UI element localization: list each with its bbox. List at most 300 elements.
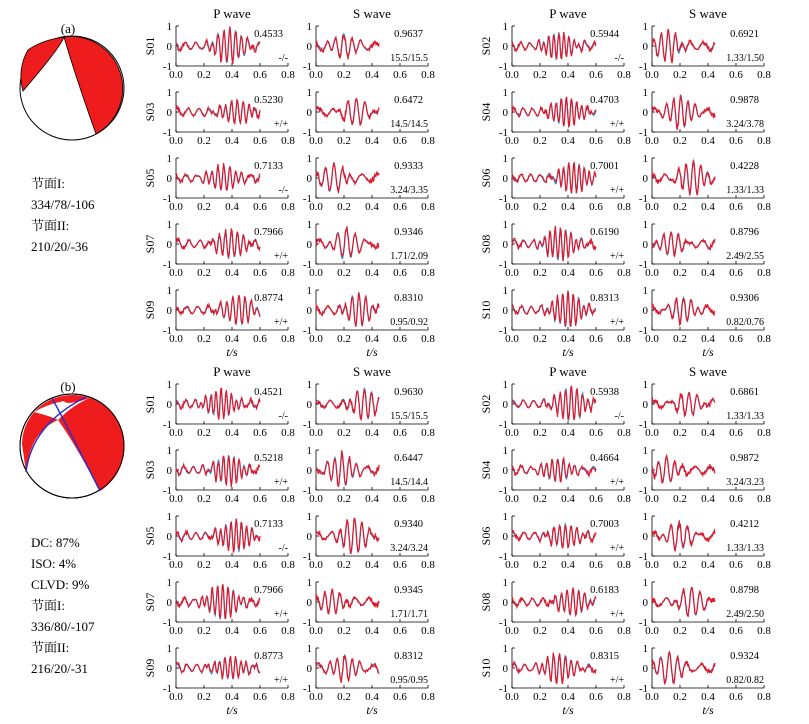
y-tick-label: 1 [166, 21, 172, 33]
y-tick-label: 1 [642, 445, 648, 457]
waveform-panel [143, 219, 295, 279]
station-label: S04 [479, 102, 493, 122]
waveform-panel [479, 87, 631, 147]
x-tick-label: 0.6 [589, 625, 603, 637]
mechanism-info-line: 216/20/-31 [31, 661, 89, 676]
y-tick-label: 1 [166, 87, 172, 99]
y-tick-label: 0 [642, 663, 648, 675]
x-tick-label: 0.2 [673, 427, 687, 439]
waveform-panel [479, 285, 631, 345]
x-tick-label: 0.6 [253, 427, 267, 439]
x-tick-label: 0.6 [589, 201, 603, 213]
correlation-value: 0.4533 [254, 29, 283, 40]
x-tick-label: 0.0 [505, 691, 519, 703]
x-tick-label: 0.2 [673, 135, 687, 147]
y-tick-label: 1 [166, 643, 172, 655]
x-tick-label: 0.2 [533, 691, 547, 703]
x-tick-label: 0.0 [505, 201, 519, 213]
x-tick-label: 0.8 [421, 691, 435, 703]
x-tick-label: 0.8 [281, 267, 295, 279]
y-tick-label: 0 [306, 399, 312, 411]
waveform-panel [639, 577, 772, 637]
x-tick-label: 0.2 [337, 559, 351, 571]
y-tick-label: -1 [638, 61, 648, 73]
amplitude-note: 15.5/15.5 [390, 411, 428, 422]
x-tick-label: 0.0 [309, 69, 323, 81]
synthetic-trace [652, 160, 715, 195]
x-axis-label: t/s [702, 345, 714, 359]
y-tick-label: 0 [166, 465, 172, 477]
y-tick-label: 1 [166, 511, 172, 523]
y-tick-label: -1 [162, 683, 172, 695]
x-tick-label: 0.6 [253, 691, 267, 703]
x-axis-label: t/s [366, 345, 378, 359]
correlation-value: 0.6472 [394, 95, 423, 106]
y-tick-label: -1 [162, 551, 172, 563]
synthetic-trace [176, 656, 260, 679]
synthetic-trace [316, 518, 379, 554]
x-tick-label: 0.2 [337, 427, 351, 439]
x-tick-label: 0.4 [701, 135, 715, 147]
x-tick-label: 0.2 [673, 201, 687, 213]
x-tick-label: 0.4 [561, 201, 575, 213]
y-tick-label: 0 [166, 239, 172, 251]
amplitude-note: 14.5/14.5 [390, 119, 428, 130]
y-tick-label: 1 [642, 511, 648, 523]
y-tick-label: -1 [498, 61, 508, 73]
x-tick-label: 0.0 [505, 559, 519, 571]
waveform-panel [639, 87, 772, 147]
x-tick-label: 0.2 [673, 691, 687, 703]
synthetic-trace [652, 29, 715, 62]
x-tick-label: 0.6 [393, 427, 407, 439]
x-tick-label: 0.2 [673, 493, 687, 505]
x-tick-label: 0.8 [421, 267, 435, 279]
x-tick-label: 0.6 [589, 691, 603, 703]
x-tick-label: 0.0 [169, 135, 183, 147]
synthetic-trace [176, 100, 260, 124]
x-tick-label: 0.6 [393, 559, 407, 571]
x-axis-label: t/s [366, 703, 378, 717]
waveform-panel [639, 219, 772, 279]
y-tick-label: 0 [502, 41, 508, 53]
y-tick-label: 0 [306, 597, 312, 609]
x-tick-label: 0.4 [365, 135, 379, 147]
synthetic-trace [652, 588, 715, 616]
x-tick-label: 0.0 [505, 493, 519, 505]
x-tick-label: 0.6 [729, 559, 743, 571]
waveform-panel [639, 379, 772, 439]
amplitude-note: +/+ [273, 317, 288, 328]
x-tick-label: 0.0 [309, 493, 323, 505]
y-tick-label: 0 [642, 531, 648, 543]
correlation-value: 0.7001 [590, 161, 619, 172]
station-label: S02 [479, 36, 493, 56]
y-tick-label: -1 [638, 325, 648, 337]
station-label: S07 [143, 592, 157, 612]
x-tick-label: 0.2 [533, 427, 547, 439]
x-tick-label: 0.8 [421, 625, 435, 637]
x-tick-label: 0.4 [365, 267, 379, 279]
column-title: P wave [213, 6, 251, 21]
x-tick-label: 0.8 [757, 333, 771, 345]
x-tick-label: 0.8 [757, 625, 771, 637]
x-tick-label: 0.2 [533, 201, 547, 213]
mechanism-info-line: 336/80/-107 [31, 619, 95, 634]
y-tick-label: -1 [302, 193, 312, 205]
x-tick-label: 0.4 [701, 625, 715, 637]
x-tick-label: 0.6 [729, 69, 743, 81]
x-tick-label: 0.6 [253, 69, 267, 81]
synthetic-trace [512, 526, 596, 549]
station-label: S08 [479, 592, 493, 612]
x-tick-label: 0.8 [281, 427, 295, 439]
x-tick-label: 0.2 [337, 267, 351, 279]
x-tick-label: 0.0 [169, 493, 183, 505]
y-tick-label: -1 [498, 485, 508, 497]
synthetic-trace [316, 99, 379, 126]
waveform-panel [479, 445, 631, 505]
amplitude-note: +/+ [609, 609, 624, 620]
y-tick-label: 0 [642, 597, 648, 609]
y-tick-label: 1 [502, 379, 508, 391]
y-tick-label: 0 [642, 305, 648, 317]
correlation-value: 0.6190 [590, 227, 619, 238]
waveform-panel [303, 511, 436, 571]
synthetic-trace [512, 653, 596, 684]
y-tick-label: 0 [642, 173, 648, 185]
correlation-value: 0.8313 [590, 293, 619, 304]
waveform-panel [143, 87, 295, 147]
waveform-panel [479, 21, 631, 81]
y-tick-label: -1 [638, 617, 648, 629]
synthetic-trace [512, 291, 596, 326]
synthetic-trace [652, 652, 715, 683]
station-label: S07 [143, 234, 157, 254]
x-tick-label: 0.6 [253, 201, 267, 213]
x-tick-label: 0.6 [393, 333, 407, 345]
y-tick-label: 0 [306, 465, 312, 477]
x-tick-label: 0.0 [505, 69, 519, 81]
waveform-panel [639, 21, 772, 81]
x-tick-label: 0.6 [253, 625, 267, 637]
waveform-panel [143, 285, 295, 345]
y-tick-label: 1 [502, 21, 508, 33]
y-tick-label: 1 [166, 153, 172, 165]
x-tick-label: 0.4 [701, 493, 715, 505]
x-tick-label: 0.6 [589, 135, 603, 147]
amplitude-note: +/+ [609, 251, 624, 262]
x-tick-label: 0.0 [169, 267, 183, 279]
correlation-value: 0.9878 [730, 95, 759, 106]
station-label: S10 [479, 658, 493, 678]
y-tick-label: -1 [498, 683, 508, 695]
station-label: S03 [143, 102, 157, 122]
y-tick-label: 1 [642, 87, 648, 99]
observed-trace [512, 524, 596, 548]
synthetic-trace [512, 588, 596, 616]
y-tick-label: 1 [502, 153, 508, 165]
x-tick-label: 0.6 [253, 267, 267, 279]
x-tick-label: 0.2 [197, 201, 211, 213]
y-tick-label: -1 [302, 259, 312, 271]
amplitude-note: 1.33/1.33 [726, 411, 764, 422]
station-label: S05 [143, 526, 157, 546]
waveform-panel [143, 511, 295, 571]
x-tick-label: 0.4 [365, 625, 379, 637]
column-title: P wave [549, 6, 587, 21]
waveform-panel [639, 511, 772, 571]
panel-label: (a) [60, 21, 76, 36]
station-label: S01 [143, 36, 157, 56]
y-tick-label: 0 [642, 399, 648, 411]
y-tick-label: -1 [302, 551, 312, 563]
y-tick-label: 0 [642, 239, 648, 251]
y-tick-label: -1 [162, 617, 172, 629]
mechanism-info-line: DC: 87% [31, 535, 80, 550]
correlation-value: 0.4703 [590, 95, 619, 106]
x-axis-label: t/s [226, 345, 238, 359]
amplitude-note: +/+ [273, 675, 288, 686]
y-tick-label: 0 [306, 173, 312, 185]
waveform-panel [639, 285, 772, 345]
synthetic-trace [652, 232, 715, 257]
y-tick-label: 1 [642, 285, 648, 297]
x-tick-label: 0.8 [617, 427, 631, 439]
x-tick-label: 0.2 [197, 493, 211, 505]
y-tick-label: 0 [306, 239, 312, 251]
y-tick-label: 0 [306, 663, 312, 675]
waveform-panel [143, 153, 295, 213]
x-tick-label: 0.6 [393, 267, 407, 279]
x-tick-label: 0.0 [169, 625, 183, 637]
y-tick-label: -1 [498, 127, 508, 139]
mechanism-info-line: 节面II: [31, 640, 70, 655]
waveform-panel [303, 153, 436, 213]
y-tick-label: -1 [302, 683, 312, 695]
amplitude-note: -/- [278, 185, 288, 196]
y-tick-label: 1 [166, 285, 172, 297]
x-tick-label: 0.4 [561, 625, 575, 637]
x-tick-label: 0.6 [393, 625, 407, 637]
x-tick-label: 0.2 [337, 493, 351, 505]
y-tick-label: -1 [498, 325, 508, 337]
x-tick-label: 0.6 [253, 559, 267, 571]
y-tick-label: -1 [638, 419, 648, 431]
x-tick-label: 0.2 [533, 135, 547, 147]
x-tick-label: 0.2 [197, 625, 211, 637]
y-tick-label: 1 [166, 219, 172, 231]
y-tick-label: 0 [306, 41, 312, 53]
column-title: S wave [689, 364, 727, 379]
y-tick-label: 1 [306, 21, 312, 33]
waveform-panel [639, 153, 772, 213]
amplitude-note: 14.5/14.4 [390, 477, 428, 488]
x-tick-label: 0.6 [589, 333, 603, 345]
x-tick-label: 0.8 [281, 691, 295, 703]
waveform-panel [479, 577, 631, 637]
x-tick-label: 0.6 [589, 267, 603, 279]
synthetic-trace [652, 520, 715, 551]
correlation-value: 0.9630 [394, 387, 423, 398]
amplitude-note: -/- [614, 53, 624, 64]
x-tick-label: 0.4 [365, 691, 379, 703]
x-tick-label: 0.8 [281, 201, 295, 213]
x-tick-label: 0.8 [617, 493, 631, 505]
y-tick-label: -1 [162, 259, 172, 271]
x-tick-label: 0.6 [393, 691, 407, 703]
x-tick-label: 0.2 [337, 691, 351, 703]
y-tick-label: 0 [502, 399, 508, 411]
amplitude-note: 1.71/1.71 [390, 609, 428, 620]
x-tick-label: 0.4 [225, 69, 239, 81]
mechanism-info-line: 210/20/-36 [31, 239, 89, 254]
y-tick-label: 0 [306, 305, 312, 317]
synthetic-trace [512, 32, 596, 59]
amplitude-note: 1.33/1.33 [726, 543, 764, 554]
y-tick-label: 0 [166, 173, 172, 185]
x-tick-label: 0.4 [561, 135, 575, 147]
y-tick-label: -1 [302, 617, 312, 629]
x-tick-label: 0.0 [309, 559, 323, 571]
x-tick-label: 0.4 [365, 69, 379, 81]
waveform-panel [303, 21, 436, 81]
y-tick-label: 1 [306, 285, 312, 297]
x-tick-label: 0.2 [673, 333, 687, 345]
x-tick-label: 0.8 [617, 559, 631, 571]
x-tick-label: 0.0 [645, 69, 659, 81]
amplitude-note: 2.49/2.50 [726, 609, 764, 620]
x-tick-label: 0.2 [197, 333, 211, 345]
x-tick-label: 0.0 [645, 267, 659, 279]
amplitude-note: 3.24/3.23 [726, 477, 764, 488]
station-label: S09 [143, 658, 157, 678]
x-tick-label: 0.4 [701, 427, 715, 439]
column-title: P wave [549, 364, 587, 379]
amplitude-note: 2.49/2.55 [726, 251, 764, 262]
x-tick-label: 0.6 [729, 493, 743, 505]
amplitude-note: +/+ [609, 543, 624, 554]
amplitude-note: +/+ [273, 119, 288, 130]
synthetic-trace [316, 35, 379, 60]
synthetic-trace [512, 458, 596, 482]
x-tick-label: 0.2 [673, 69, 687, 81]
x-tick-label: 0.6 [729, 267, 743, 279]
x-tick-label: 0.2 [673, 267, 687, 279]
correlation-value: 0.8798 [730, 585, 759, 596]
amplitude-note: 1.33/1.50 [726, 53, 764, 64]
amplitude-note: +/+ [609, 317, 624, 328]
correlation-value: 0.5230 [254, 95, 283, 106]
x-tick-label: 0.8 [617, 69, 631, 81]
amplitude-note: +/+ [273, 251, 288, 262]
synthetic-trace [316, 390, 379, 420]
y-tick-label: -1 [302, 485, 312, 497]
y-tick-label: -1 [162, 419, 172, 431]
correlation-value: 0.9346 [394, 227, 423, 238]
x-tick-label: 0.2 [197, 267, 211, 279]
x-tick-label: 0.2 [533, 625, 547, 637]
y-tick-label: 1 [166, 577, 172, 589]
y-tick-label: 1 [306, 153, 312, 165]
y-tick-label: -1 [162, 325, 172, 337]
x-tick-label: 0.4 [561, 267, 575, 279]
y-tick-label: 1 [502, 643, 508, 655]
x-tick-label: 0.0 [309, 333, 323, 345]
x-tick-label: 0.8 [757, 135, 771, 147]
x-tick-label: 0.6 [729, 427, 743, 439]
y-tick-label: -1 [638, 551, 648, 563]
x-tick-label: 0.0 [505, 333, 519, 345]
amplitude-note: 1.71/2.09 [390, 251, 428, 262]
x-tick-label: 0.4 [365, 493, 379, 505]
x-tick-label: 0.4 [225, 201, 239, 213]
x-tick-label: 0.4 [561, 559, 575, 571]
x-tick-label: 0.8 [617, 333, 631, 345]
x-tick-label: 0.8 [757, 559, 771, 571]
correlation-value: 0.7966 [254, 585, 283, 596]
correlation-value: 0.8312 [394, 651, 423, 662]
x-tick-label: 0.4 [365, 333, 379, 345]
synthetic-trace [316, 589, 379, 615]
y-tick-label: -1 [498, 193, 508, 205]
waveform-panel [303, 285, 436, 345]
y-tick-label: -1 [638, 683, 648, 695]
x-tick-label: 0.4 [365, 201, 379, 213]
panel-label: (b) [60, 379, 76, 394]
correlation-value: 0.8315 [590, 651, 619, 662]
x-tick-label: 0.4 [225, 333, 239, 345]
amplitude-note: -/- [278, 411, 288, 422]
observed-trace [176, 455, 260, 485]
x-tick-label: 0.8 [757, 493, 771, 505]
x-tick-label: 0.8 [617, 691, 631, 703]
synthetic-trace [652, 298, 715, 325]
amplitude-note: +/+ [609, 675, 624, 686]
waveform-panel [639, 445, 772, 505]
waveform-panel [303, 577, 436, 637]
x-tick-label: 0.2 [197, 135, 211, 147]
amplitude-note: 0.82/0.76 [726, 317, 764, 328]
x-tick-label: 0.6 [729, 691, 743, 703]
focal-mechanism-beachball [20, 394, 124, 498]
correlation-value: 0.8773 [254, 651, 283, 662]
x-tick-label: 0.0 [505, 135, 519, 147]
x-tick-label: 0.4 [225, 625, 239, 637]
x-tick-label: 0.8 [421, 427, 435, 439]
observed-trace [512, 387, 596, 420]
station-label: S04 [479, 460, 493, 480]
y-tick-label: -1 [638, 127, 648, 139]
synthetic-trace [512, 226, 596, 261]
x-tick-label: 0.0 [505, 427, 519, 439]
x-tick-label: 0.0 [309, 625, 323, 637]
waveform-panel [479, 379, 631, 439]
waveform-panel [143, 379, 295, 439]
amplitude-note: -/- [614, 411, 624, 422]
correlation-value: 0.7003 [590, 519, 619, 530]
amplitude-note: 3.24/3.35 [390, 185, 428, 196]
amplitude-note: +/+ [609, 477, 624, 488]
x-tick-label: 0.0 [309, 201, 323, 213]
y-tick-label: -1 [498, 419, 508, 431]
y-tick-label: 1 [642, 153, 648, 165]
y-tick-label: 1 [642, 21, 648, 33]
y-tick-label: 0 [166, 107, 172, 119]
x-tick-label: 0.8 [757, 427, 771, 439]
x-tick-label: 0.2 [673, 559, 687, 571]
y-tick-label: 0 [166, 399, 172, 411]
